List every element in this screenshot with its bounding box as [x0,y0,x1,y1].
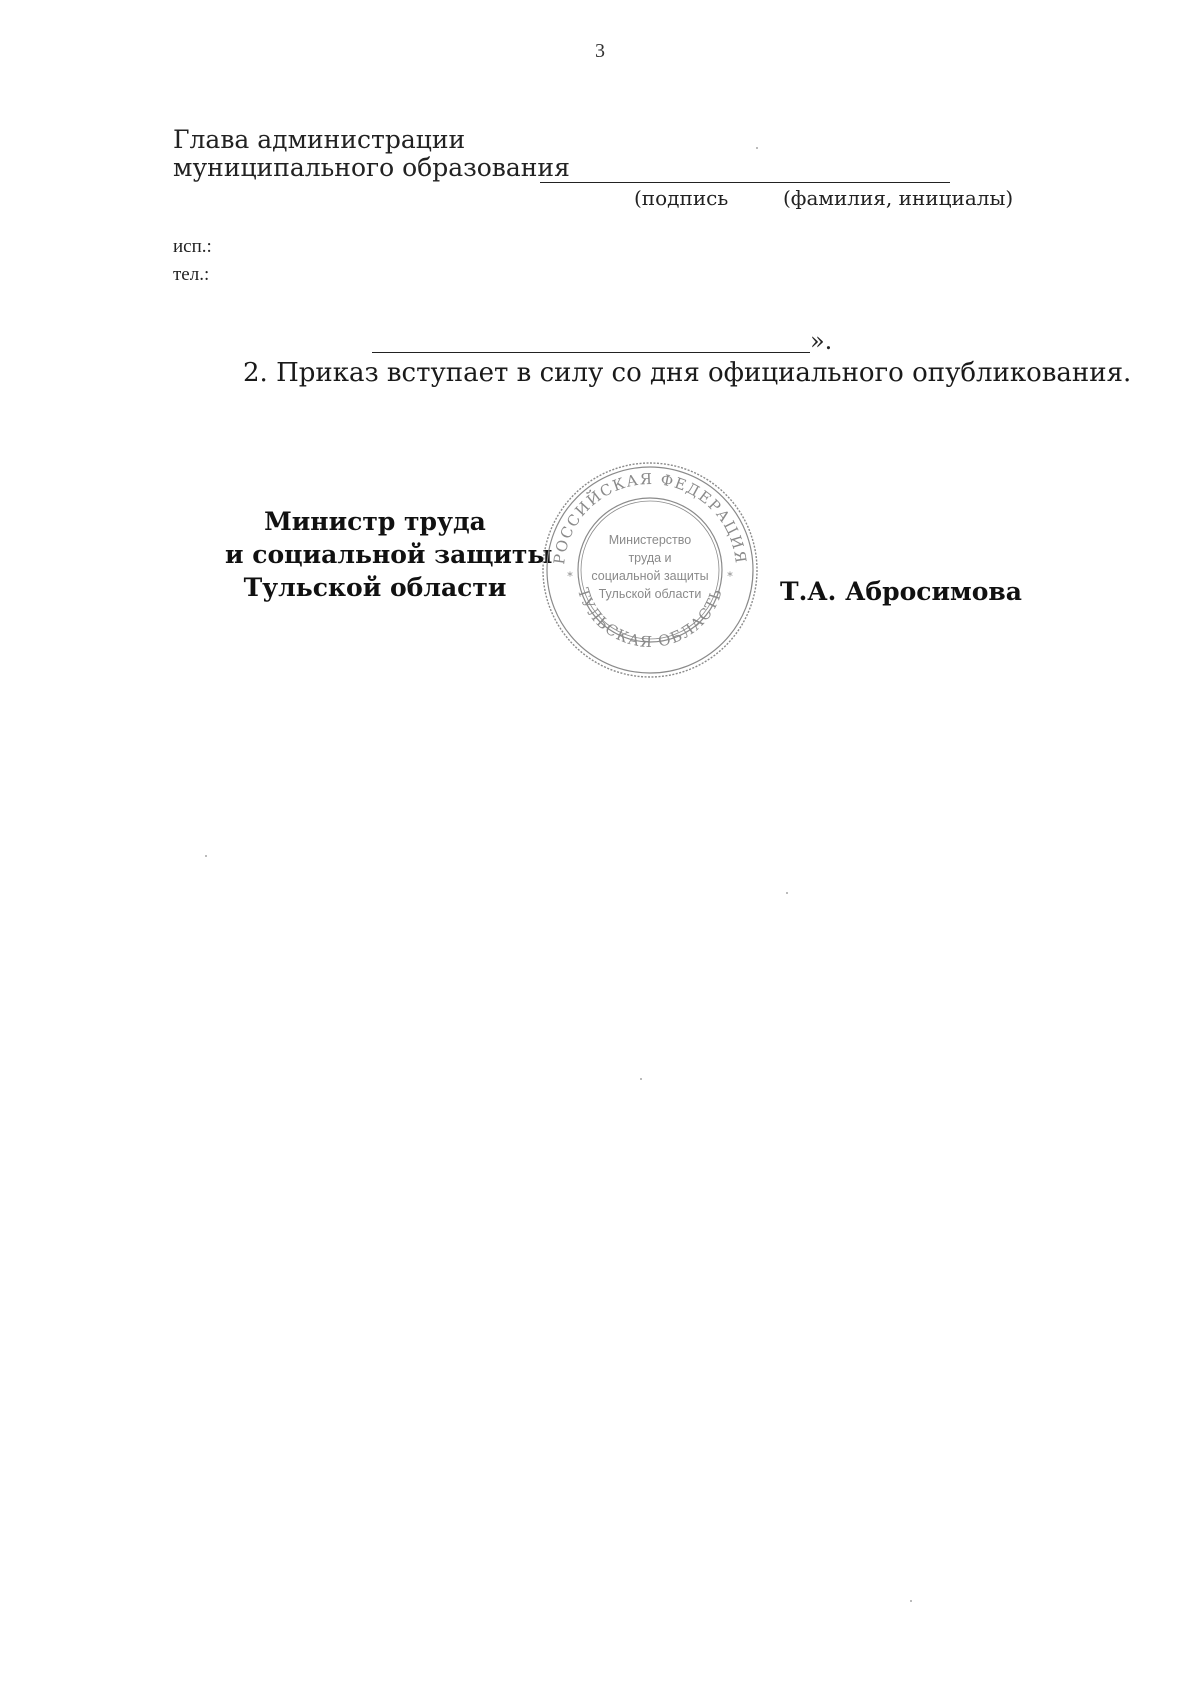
quote-underline [372,352,810,353]
page-number: 3 [595,40,605,62]
signature-hint: (подпись [634,186,729,210]
scan-speck [756,147,758,149]
signatory-name: Т.А. Абросимова [780,577,1022,606]
quote-close: ». [810,327,833,355]
stamp-inner-line-1: Министерство [608,533,692,547]
signatory-position-line-1: Министр труда [264,507,486,536]
scan-speck [910,1600,912,1602]
phone-label: тел.: [173,264,210,285]
official-stamp [538,458,762,682]
scan-speck [205,855,207,857]
name-hint: (фамилия, инициалы) [783,186,1014,210]
scan-speck [786,892,788,894]
signatory-position [225,505,553,604]
stamp-star-left-icon: * [567,570,573,583]
head-title-line-1: Глава администрации [173,125,466,154]
clause-2: 2. Приказ вступает в силу со дня официального опубликования. [243,358,1132,388]
stamp-inner-line-3: социальной защиты [591,569,709,583]
executor-label: исп.: [173,236,212,257]
stamp-outer-top-text: РОССИЙСКАЯ ФЕДЕРАЦИЯ [550,469,750,566]
stamp-inner-line-2: труда и [628,551,672,565]
signature-underline [540,182,950,183]
head-title-line-2: муниципального образования [173,153,570,182]
stamp-inner-line-4: Тульской области [598,587,702,601]
stamp-outer-bottom-text: ТУЛЬСКАЯ ОБЛАСТЬ [573,585,727,652]
stamp-star-right-icon: * [727,570,733,583]
scan-speck [640,1078,642,1080]
signatory-position-line-2: и социальной защиты [225,540,553,569]
signatory-position-line-3: Тульской области [243,573,507,602]
